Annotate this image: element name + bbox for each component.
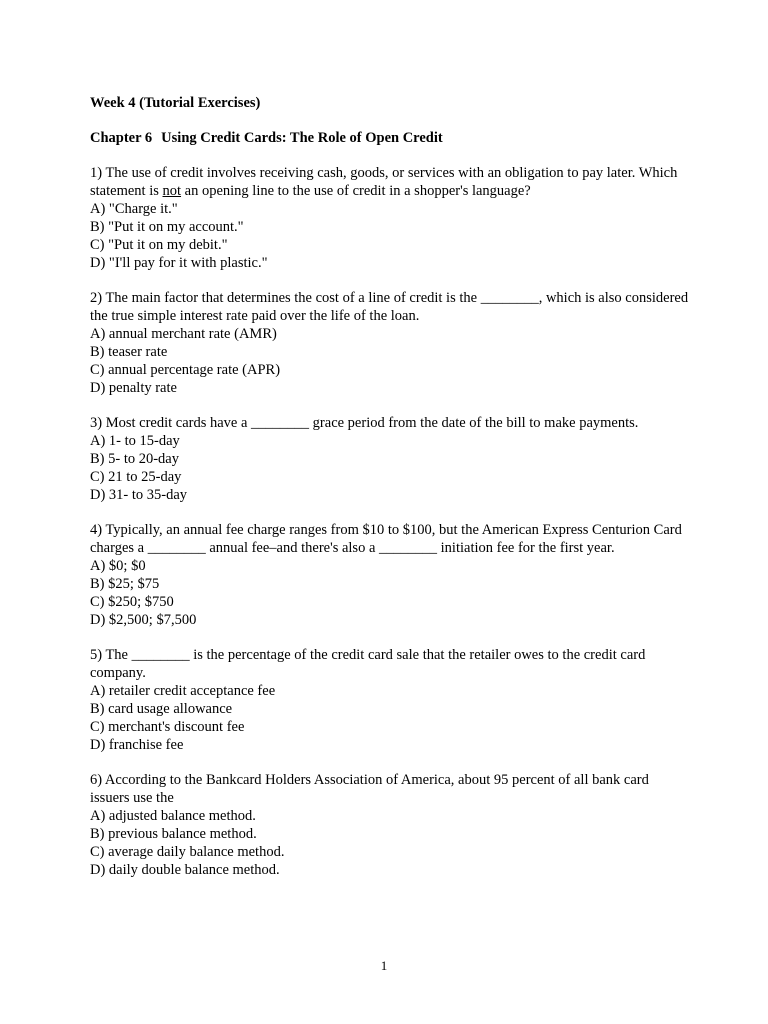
option-d: D) daily double balance method. <box>90 862 280 878</box>
question-2 <box>90 289 690 397</box>
question-4 <box>90 521 690 629</box>
stem-underlined-text: not <box>162 183 182 199</box>
option-d: D) "I'll pay for it with plastic." <box>90 255 268 271</box>
question-6 <box>90 771 690 879</box>
option-b: B) 5- to 20-day <box>90 451 179 467</box>
question-stem: 6) According to the Bankcard Holders Association of America, about 95 percent of all bank card issuers use the <box>90 772 649 806</box>
stem-text: an opening line to the use of credit in a shopper's language? <box>181 183 531 199</box>
option-b: B) card usage allowance <box>90 701 233 717</box>
question-stem <box>90 164 690 200</box>
option-d: D) penalty rate <box>90 380 177 396</box>
document-page <box>90 94 690 896</box>
option-a: A) $0; $0 <box>90 558 146 574</box>
week-title: Week 4 (Tutorial Exercises) <box>90 95 261 111</box>
option-c: C) annual percentage rate (APR) <box>90 362 281 378</box>
option-a: A) adjusted balance method. <box>90 808 256 824</box>
option-c: C) 21 to 25-day <box>90 469 182 485</box>
option-c: C) $250; $750 <box>90 594 174 610</box>
option-a: A) annual merchant rate (AMR) <box>90 326 277 342</box>
option-a: A) "Charge it." <box>90 201 178 217</box>
question-stem: 4) Typically, an annual fee charge ranges from $10 to $100, but the American Express Centurion Card charges a ________ annual fee–and there's also a ________ initiation fee for the first year. <box>90 522 682 556</box>
question-stem: 5) The ________ is the percentage of the credit card sale that the retailer owes to the credit card company. <box>90 647 646 681</box>
option-d: D) $2,500; $7,500 <box>90 612 197 628</box>
chapter-name: Using Credit Cards: The Role of Open Credit <box>161 130 443 146</box>
option-c: C) average daily balance method. <box>90 844 285 860</box>
option-b: B) previous balance method. <box>90 826 257 842</box>
page-number: 1 <box>380 958 388 973</box>
option-c: C) merchant's discount fee <box>90 719 245 735</box>
option-d: D) franchise fee <box>90 737 184 753</box>
option-b: B) $25; $75 <box>90 576 160 592</box>
chapter-title <box>90 129 690 147</box>
option-b: B) "Put it on my account." <box>90 219 244 235</box>
option-a: A) retailer credit acceptance fee <box>90 683 276 699</box>
option-a: A) 1- to 15-day <box>90 433 180 449</box>
option-d: D) 31- to 35-day <box>90 487 188 503</box>
question-stem: 2) The main factor that determines the cost of a line of credit is the ________, which is also considered the true simple interest rate paid over the life of the loan. <box>90 290 689 324</box>
stem-text: 1) The use of credit involves receiving cash, goods, or services with an obligation to pay later. Which statement is <box>90 165 678 199</box>
option-c: C) "Put it on my debit." <box>90 237 228 253</box>
question-5 <box>90 646 690 754</box>
question-3 <box>90 414 690 504</box>
chapter-number: Chapter 6 <box>90 130 153 146</box>
option-b: B) teaser rate <box>90 344 168 360</box>
question-1 <box>90 164 690 272</box>
question-stem: 3) Most credit cards have a ________ grace period from the date of the bill to make payments. <box>90 415 639 431</box>
